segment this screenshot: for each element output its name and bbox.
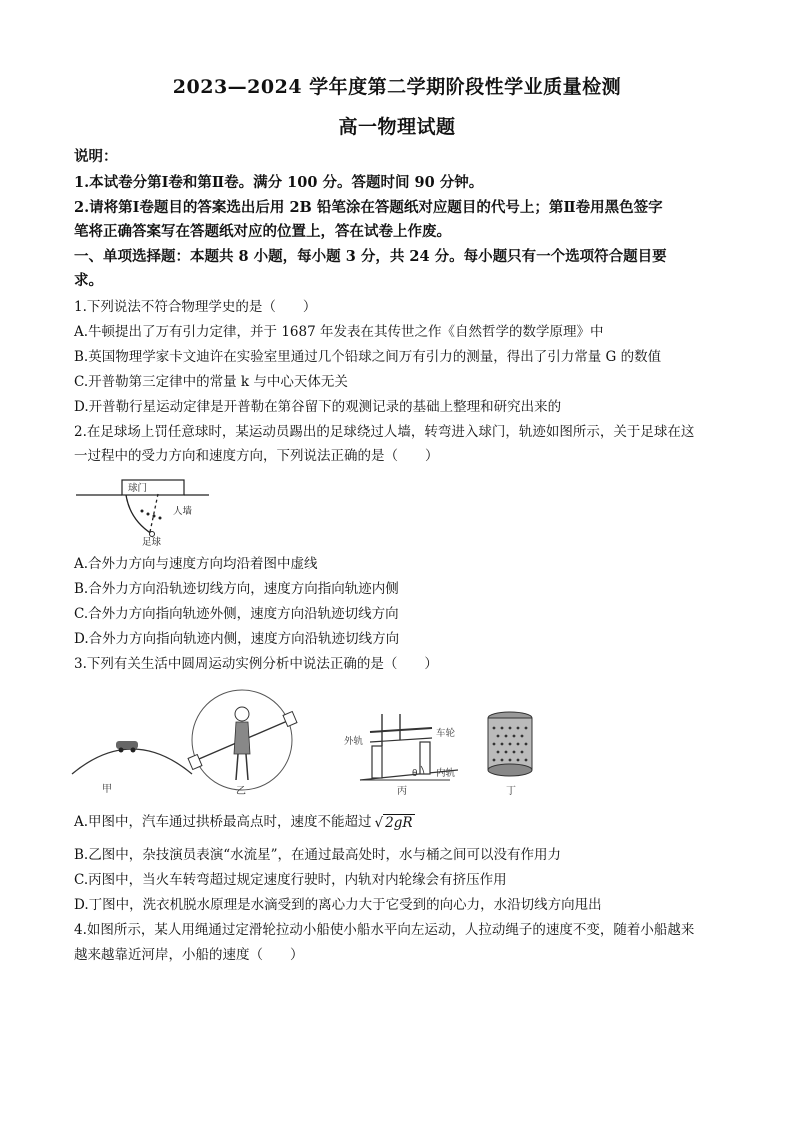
q2-option-a: A.合外力方向与速度方向均沿着图中虚线 xyxy=(74,556,318,572)
q1-option-a: A.牛顿提出了万有引力定律，并于 1687 年发表在其传世之作《自然哲学的数学原理》中 xyxy=(74,324,604,340)
label-outer-rail: 外轨 xyxy=(344,736,364,747)
figure-yi-water-meteor xyxy=(188,690,297,797)
label-yi: 乙 xyxy=(236,786,246,797)
exam-subtitle: 高一物理试题 xyxy=(338,116,456,138)
q3-option-b: B.乙图中，杂技演员表演“水流星”，在通过最高处时，水与桶之间可以没有作用力 xyxy=(74,847,562,863)
label-bing: 丙 xyxy=(397,786,407,797)
section-heading: 一、单项选择题：本题共 8 小题，每小题 3 分，共 24 分。每小题只有一个选项符合题目要 xyxy=(74,248,667,265)
q3-option-d: D.丁图中，洗衣机脱水原理是水滴受到的离心力大于它受到的向心力，水沿切线方向甩出 xyxy=(74,897,602,913)
q2-option-d: D.合外力方向指向轨迹内侧，速度方向沿轨迹切线方向 xyxy=(74,631,400,647)
goal-label: 球门 xyxy=(128,483,148,494)
q1-option-c: C.开普勒第三定律中的常量 k 与中心天体无关 xyxy=(74,374,348,390)
q2-option-b: B.合外力方向沿轨迹切线方向，速度方向指向轨迹内侧 xyxy=(74,581,399,597)
figure-jia-bridge xyxy=(72,741,192,795)
instructions-heading: 说明： xyxy=(74,148,118,165)
q1-option-d: D.开普勒行星运动定律是开普勒在第谷留下的观测记录的基础上整理和研究出来的 xyxy=(74,399,562,415)
q2-soccer-figure xyxy=(74,474,224,546)
q3-figures xyxy=(70,684,540,800)
instruction-item-2: 2.请将第Ⅰ卷题目的答案选出后用 2B 铅笔涂在答题纸对应题目的代号上；第Ⅱ卷用黑色签字 xyxy=(74,199,663,216)
q3-option-a xyxy=(74,813,724,832)
instruction-item-2-cont: 笔将正确答案写在答题纸对应的位置上，答在试卷上作废。 xyxy=(74,223,451,240)
q4-stem: 4.如图所示，某人用绳通过定滑轮拉动小船使小船水平向左运动，人拉动绳子的速度不变，随着小船越来 xyxy=(74,922,695,938)
label-wheel: 车轮 xyxy=(436,728,456,739)
q3-stem: 3.下列有关生活中圆周运动实例分析中说法正确的是（ ） xyxy=(74,656,438,672)
section-heading-cont: 求。 xyxy=(74,272,103,289)
figure-bing-rails xyxy=(344,714,458,797)
ball-label: 足球 xyxy=(142,537,162,546)
label-theta: θ xyxy=(412,769,418,779)
sqrt-expression: √ 2gR xyxy=(374,814,413,831)
label-inner-rail: 内轨 xyxy=(436,768,456,779)
label-jia: 甲 xyxy=(102,784,112,795)
q1-option-b: B.英国物理学家卡文迪许在实验室里通过几个铅球之间万有引力的测量，得出了引力常量 G 的数值 xyxy=(74,349,662,365)
q2-stem: 2.在足球场上罚任意球时，某运动员踢出的足球绕过人墙，转弯进入球门，轨迹如图所示，关于足球在这 xyxy=(74,424,695,440)
instruction-item-1: 1.本试卷分第Ⅰ卷和第Ⅱ卷。满分 100 分。答题时间 90 分钟。 xyxy=(74,174,484,191)
q1-stem: 1.下列说法不符合物理学史的是（ ） xyxy=(74,299,317,315)
sqrt-radicand: 2gR xyxy=(385,814,413,831)
q2-option-c: C.合外力方向指向轨迹外侧，速度方向沿轨迹切线方向 xyxy=(74,606,399,622)
wall-label: 人墙 xyxy=(173,506,193,517)
q4-stem-cont: 越来越靠近河岸，小船的速度（ ） xyxy=(74,947,304,963)
figure-ding-washer-drum xyxy=(488,712,532,797)
q2-stem-cont: 一过程中的受力方向和速度方向，下列说法正确的是（ ） xyxy=(74,448,439,464)
q3-option-a-text: A.甲图中，汽车通过拱桥最高点时，速度不能超过 xyxy=(74,814,372,830)
label-ding: 丁 xyxy=(506,786,516,797)
exam-title: 2023—2024 学年度第二学期阶段性学业质量检测 xyxy=(172,76,622,98)
q3-option-c: C.丙图中，当火车转弯超过规定速度行驶时，内轨对内轮缘会有挤压作用 xyxy=(74,872,507,888)
